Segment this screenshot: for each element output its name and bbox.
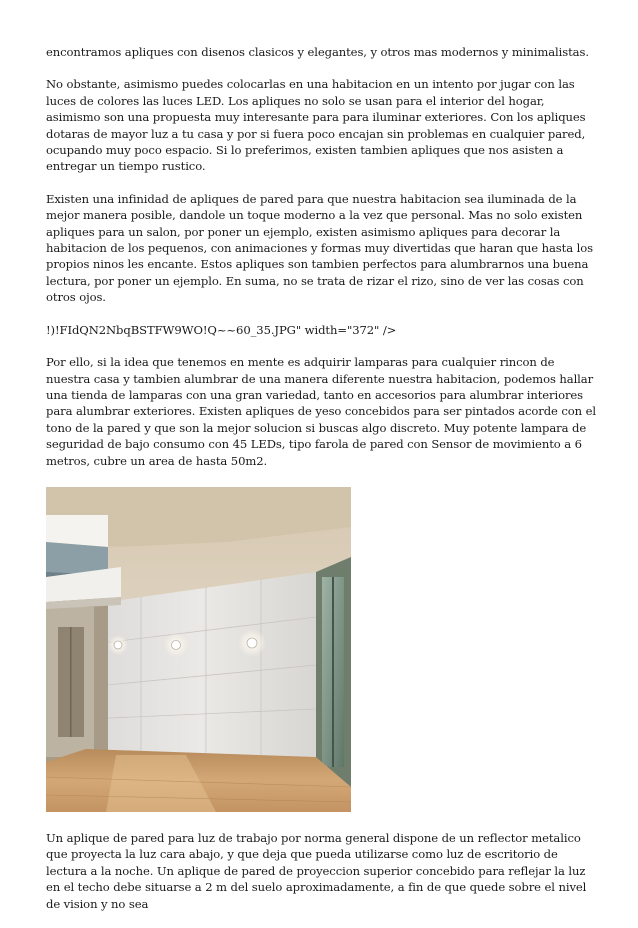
paragraph-3: Existen una infinidad de apliques de pared para que nuestra habitacion sea iluminada de la mejor manera posible, dandole un toque moderno a la vez que personal. Mas no solo existen apliques para un salon, por poner un ejemplo, existen asimismo apliques para decorar la habitacion de los pequenos, con animaciones y formas muy divertidas que haran que hasta los propios ninos les encante. Estos apliques son tambien perfectos para alumbrarnos una buena lectura, por poner un ejemplo. En suma, no se trata de rizar el rizo, sino de ver las cosas con otros ojos. xyxy=(46,191,593,305)
paragraph-4-broken-image-markup: !)!FIdQN2NbqBSTFW9WO!Q~~60_35.JPG" width="372" /> xyxy=(46,322,397,337)
interior-wall-lights-photo xyxy=(46,487,351,812)
document-page xyxy=(46,44,598,928)
paragraph-5: Por ello, si la idea que tenemos en mente es adquirir lamparas para cualquier rincon de nuestra casa y tambien alumbrar de una manera diferente nuestra habitacion, podemos hallar una tienda de lamparas con una gran variedad, tanto en accesorios para alumbrar interiores para alumbrar exteriores. Existen apliques de yeso concebidos para ser pintados acorde con el tono de la pared y que son la mejor solucion si buscas algo discreto. Muy potente lampara de seguridad de bajo consumo con 45 LEDs, tipo farola de pared con Sensor de movimiento a 6 metros, cubre un area de hasta 50m2. xyxy=(46,355,596,468)
paragraph-2: No obstante, asimismo puedes colocarlas en una habitacion en un intento por jugar con las luces de colores las luces LED. Los apliques no solo se usan para el interior del hogar, asimismo son una propuesta muy interesante para para iluminar exteriores. Con los apliques dotaras de mayor luz a tu casa y por si fuera poco encajan sin problemas en cualquier pared, ocupando muy poco espacio. Si lo preferimos, existen tambien apliques que nos asisten a entregar un tiempo rustico. xyxy=(46,77,586,174)
paragraph-6: Un aplique de pared para luz de trabajo por norma general dispone de un reflector metalico que proyecta la luz cara abajo, y que deja que pueda utilizarse como luz de escritorio de lectura a la noche. Un aplique de pared de proyeccion superior concebido para reflejar la luz en el techo debe situarse a 2 m del suelo aproximadamente, a fin de que quede sobre el nivel de vision y no sea xyxy=(46,830,587,911)
paragraph-1: encontramos apliques con disenos clasicos y elegantes, y otros mas modernos y minimalistas. xyxy=(46,45,589,59)
